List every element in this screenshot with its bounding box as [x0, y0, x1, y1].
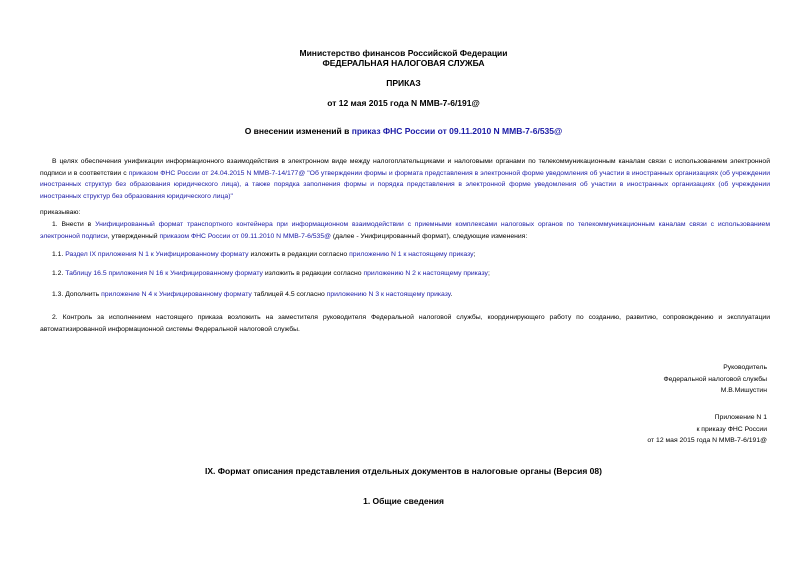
item-1-1-link-appendix[interactable]: приложению N 1 к настоящему приказу — [349, 251, 474, 258]
appendix-number: Приложение N 1 — [714, 414, 767, 421]
item-1-3-link-appendix3[interactable]: приложению N 3 к настоящему приказу — [326, 291, 451, 298]
item-1-3 — [40, 289, 770, 301]
item-1-1-text-b: изложить в редакции согласно — [248, 251, 350, 258]
title-link[interactable]: приказ ФНС России от 09.11.2010 N ММВ-7-6/535@ — [351, 126, 563, 136]
doc-type: ПРИКАЗ — [386, 78, 421, 88]
item-1-3-text-c: . — [450, 291, 453, 298]
item-1-3-text-b: таблицей 4.5 согласно — [251, 291, 327, 298]
order-word: приказываю: — [40, 209, 81, 216]
item-1-link-order[interactable]: приказом ФНС России от 09.11.2010 N ММВ-7-6/535@ — [159, 232, 332, 240]
item-1-3-link-appendix4[interactable]: приложение N 4 к Унифицированному формату — [101, 291, 252, 298]
section-heading: IX. Формат описания представления отдельных документов в налоговые органы (Версия 08) — [205, 466, 602, 476]
item-1-text-c: (далее - Унифицированный формат), следующие изменения: — [331, 232, 528, 240]
service-name: ФЕДЕРАЛЬНАЯ НАЛОГОВАЯ СЛУЖБА — [322, 58, 485, 68]
item-1-2-link-appendix[interactable]: приложению N 2 к настоящему приказу — [363, 270, 488, 277]
title-prefix: О внесении изменений в — [244, 126, 352, 136]
item-1-2 — [40, 268, 770, 280]
signature-name: М.В.Мишустин — [720, 387, 767, 394]
item-1 — [40, 219, 770, 242]
intro-text: В целях обеспечения унификации информационного взаимодействия в электронном виде между налогоплательщиками и налоговыми органами по телекоммуникационным каналам связи с использованием электронной подписи и в соответствии с — [40, 158, 770, 177]
signature-title: Руководитель — [723, 364, 767, 371]
item-1-2-text-b: изложить в редакции согласно — [262, 270, 364, 277]
item-1-3-num: 1.3. Дополнить — [52, 291, 102, 298]
doc-date: от 12 мая 2015 года N ММВ-7-6/191@ — [327, 98, 480, 108]
section-subheading: 1. Общие сведения — [363, 496, 444, 506]
item-1-2-text-c: ; — [487, 270, 490, 277]
item-1-2-link-table[interactable]: Таблицу 16.5 приложения N 16 к Унифицированному формату — [65, 270, 263, 277]
item-1-1-num: 1.1. — [52, 251, 66, 258]
appendix-date: от 12 мая 2015 года N ММВ-7-6/191@ — [647, 437, 767, 444]
appendix-ref: к приказу ФНС России — [696, 425, 767, 433]
item-1-1-text-c: ; — [473, 251, 476, 258]
item-1-text-b: , утвержденный — [107, 232, 160, 240]
item-2: 2. Контроль за исполнением настоящего приказа возложить на заместителя руководителя Федеральной налоговой службы, координирующего работу по созданию, развитию, сопровождению и эксплуатации автоматизированной информационной системы Федеральной налоговой службы. — [40, 314, 770, 333]
signature-org: Федеральной налоговой службы — [663, 375, 767, 383]
item-1-link-format[interactable]: Унифицированный формат транспортного контейнера при информационном взаимодействии с приемными комплексами налоговых органов по телекоммуникационным каналам связи с использованием электронной подписи — [40, 221, 770, 240]
intro-paragraph — [40, 156, 770, 202]
intro-link[interactable]: приказом ФНС России от 24.04.2015 N ММВ-7-14/177@ "Об утверждении формы и формата представления в электронной форме уведомления об участии в иностранных организациях (об учреждении иностранных структур без образования юридического лица), а также порядка заполнения формы и порядка представления в электронной форме уведомления об участии в иностранных организациях (об учреждении иностранных структур без образования юридического лица)" — [40, 169, 770, 200]
item-1-2-num: 1.2. — [52, 270, 66, 277]
doc-title — [0, 126, 807, 136]
signature-block — [663, 362, 767, 397]
item-1-1 — [40, 249, 770, 261]
item-1-text-a: 1. Внести в — [52, 221, 96, 228]
item-1-1-link-section[interactable]: Раздел IX приложения N 1 к Унифицированному формату — [65, 251, 249, 258]
appendix-block — [647, 412, 767, 447]
ministry-name: Министерство финансов Российской Федерации — [299, 48, 508, 58]
